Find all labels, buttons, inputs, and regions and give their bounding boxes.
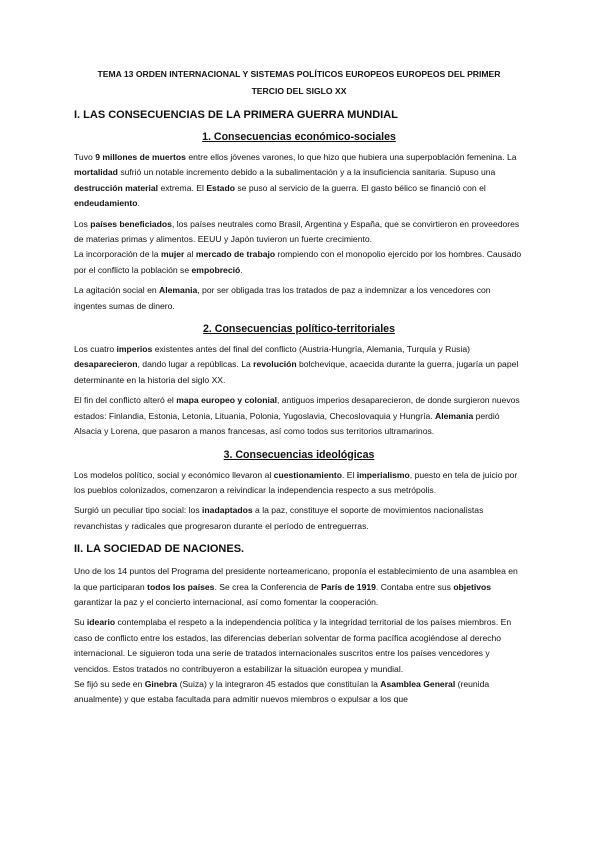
- section-heading-consequences: I. LAS CONSECUENCIAS DE LA PRIMERA GUERRA MUNDIAL: [74, 109, 398, 121]
- paragraph-questioning: Los modelos político, social y económico llevaron al cuestionamiento. El imperialismo, puesto en tela de juicio por los pueblos colonizados, comenzaron a reivindicar la independencia respecto a sus metrópolis.: [74, 469, 518, 495]
- paragraph-ideario: Su ideario contemplaba el respeto a la independencia política y la integridad territorial de los países miembros. En caso de conflicto entre los estados, las diferencias deberían solventar de forma pacífica acogiéndose al derecho internacional. Le siguieron toda una serie de tratados internacionales suscritos entre los países vencedores y vencidos. Estos tratados no contribuyeron a estabilizar la situación europea y mundial.: [74, 617, 512, 674]
- document-title: [74, 66, 524, 100]
- paragraph-beneficiaries: Los países beneficiados, los países neutrales como Brasil, Argentina y España, que se convirtieron en proveedores de materias primas y alimentos. EEUU y Japón tuvieron un fuerte crecimiento.: [74, 218, 520, 245]
- paragraph-germany-unrest: La agitación social en Alemania, por ser obligada tras los tratados de paz a indemnizar a los vencedores con ingentes sumas de dinero.: [74, 285, 491, 311]
- paragraph-empires: Los cuatro imperios existentes antes del final del conflicto (Austria-Hungría, Alemania, Turquía y Rusia) desaparecieron, dando lugar a repúblicas. La revolución bolchevique, acaecida durante la guerra, jugaría un papel determinante en la historia del siglo XX.: [74, 344, 519, 385]
- document-title-line2: TERCIO DEL SIGLO XX: [251, 86, 347, 96]
- paragraph-geneva: Se fijó su sede en Ginebra (Suiza) y la integraron 45 estados que constituían la Asamblea General (reunida anualmente) y que estaba facultada para admitir nuevos miembros o expulsar a los que: [74, 678, 490, 705]
- paragraph-maladjusted: Surgió un peculiar tipo social: los inadaptados a la paz, constituye el soporte de movimientos nacionalistas revanchistas y radicales que progresaron durante el período de entreguerras.: [74, 505, 484, 531]
- paragraph-fourteen-points: Uno de los 14 puntos del Programa del presidente norteamericano, proponía el establecimiento de una asamblea en la que participaran todos los países. Se crea la Conferencia de París de 1919. Contaba entre sus objetivos garantizar la paz y el concierto internacional, así como fomentar la cooperación.: [74, 566, 518, 607]
- paragraph-deaths: Tuvo 9 millones de muertos entre ellos jóvenes varones, lo que hizo que hubiera una superpoblación femenina. La mortalidad sufrió un notable incremento debido a la subalimentación y a la insuficiencia sanitaria. Supuso una destrucción material extrema. El Estado se puso al servicio de la guerra. El gasto bélico se financió con el endeudamiento.: [74, 152, 517, 209]
- subheading-economic-social: 1. Consecuencias económico-sociales: [202, 131, 396, 143]
- document-title-line1: TEMA 13 ORDEN INTERNACIONAL Y SISTEMAS POLÍTICOS EUROPEOS EUROPEOS DEL PRIMER: [97, 69, 501, 79]
- paragraph-women-work: La incorporación de la mujer al mercado de trabajo rompiendo con el monopolio ejercido por los hombres. Causado por el conflicto la población se empobreció.: [74, 249, 522, 275]
- paragraph-map-changes: El fin del conflicto alteró el mapa europeo y colonial, antiguos imperios desaparecieron, de donde surgieron nuevos estados: Finlandia, Estonia, Letonia, Lituania, Polonia, Yugoslavia, Checoslovaquia y Hungría. Alemania perdió Alsacia y Lorena, que pasaron a manos francesas, así como todos sus territorios ultramarinos.: [74, 395, 520, 437]
- subheading-ideological: 3. Consecuencias ideológicas: [223, 448, 375, 461]
- section-heading-league-of-nations: II. LA SOCIEDAD DE NACIONES.: [74, 543, 245, 556]
- subheading-political-territorial: 2. Consecuencias político-territoriales: [203, 323, 395, 336]
